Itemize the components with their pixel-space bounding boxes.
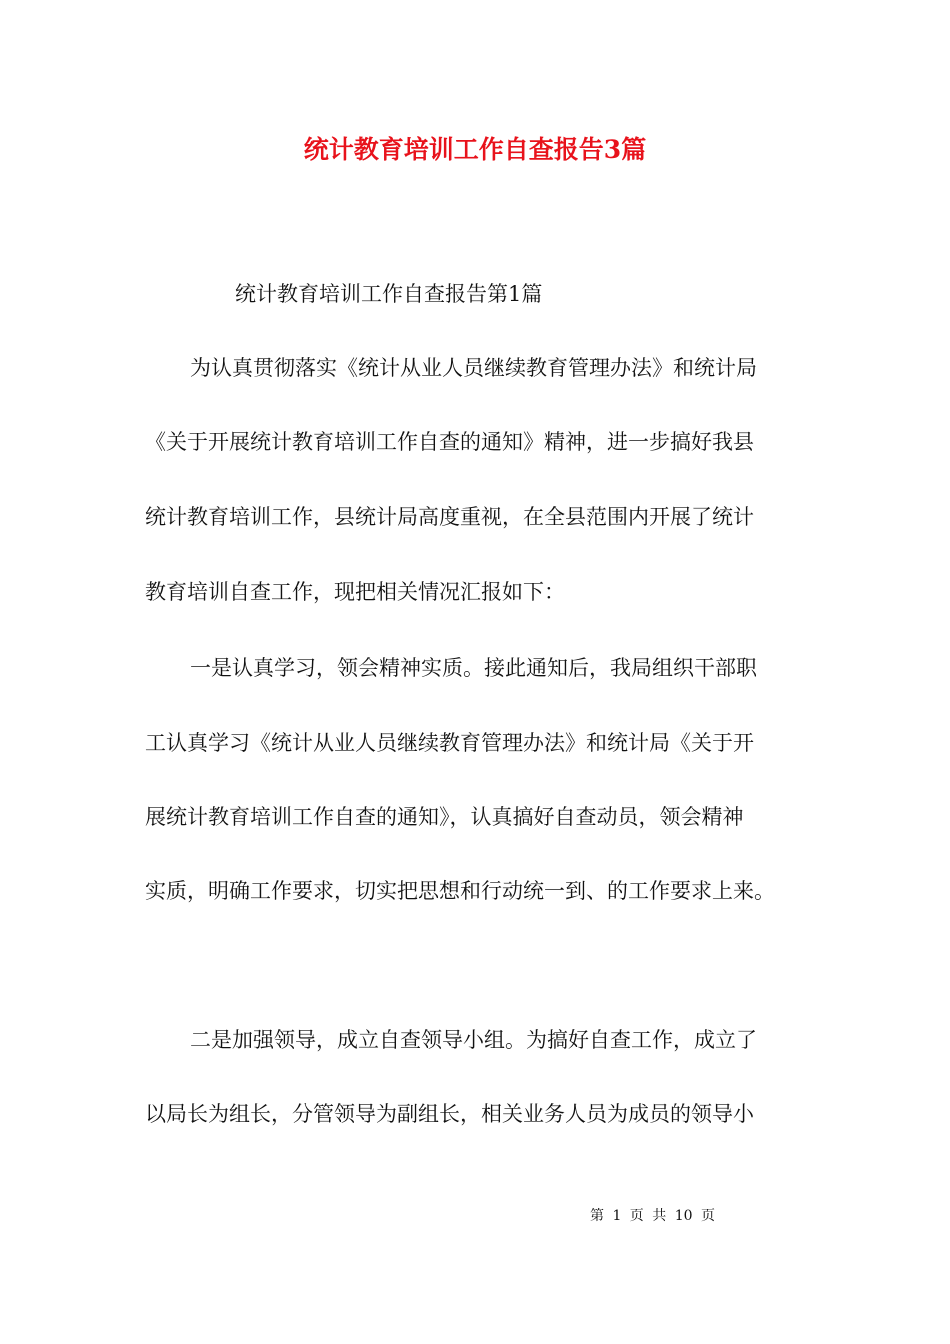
page-number-footer: 第 1 页 共 10 页 [590,1208,715,1224]
paragraph-line: 《关于开展统计教育培训工作自查的通知》精神，进一步搞好我县 [145,430,754,454]
paragraph-line: 一是认真学习，领会精神实质。接此通知后，我局组织干部职 [190,656,757,680]
paragraph-line: 以局长为组长，分管领导为副组长，相关业务人员为成员的领导小 [145,1102,754,1126]
section-heading: 统计教育培训工作自查报告第1篇 [235,282,543,306]
paragraph-line: 统计教育培训工作，县统计局高度重视，在全县范围内开展了统计 [145,505,754,529]
paragraph-line: 工认真学习《统计从业人员继续教育管理办法》和统计局《关于开 [145,731,754,755]
paragraph-line: 展统计教育培训工作自查的通知》，认真搞好自查动员，领会精神 [145,805,744,829]
paragraph-line: 二是加强领导，成立自查领导小组。为搞好自查工作，成立了 [190,1028,757,1052]
document-title: 统计教育培训工作自查报告3篇 [303,135,647,164]
paragraph-line: 实质，明确工作要求，切实把思想和行动统一到、的工作要求上来。 [145,879,775,903]
paragraph-line: 教育培训自查工作，现把相关情况汇报如下： [145,580,565,604]
paragraph-line: 为认真贯彻落实《统计从业人员继续教育管理办法》和统计局 [190,356,757,380]
